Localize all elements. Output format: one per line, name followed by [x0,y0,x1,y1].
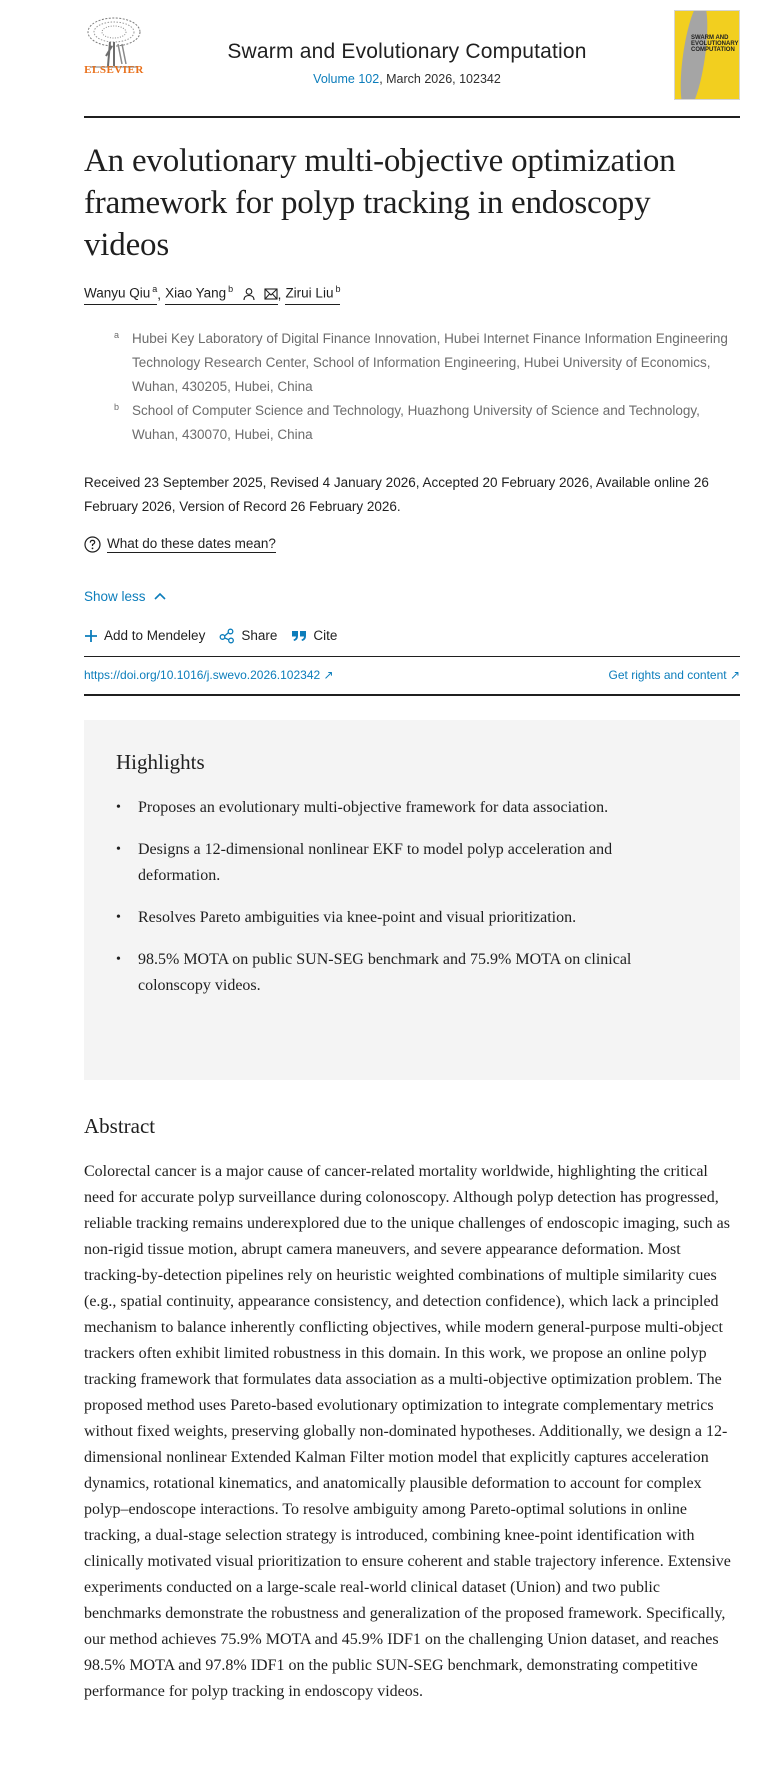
publisher-name: ELSEVIER [84,64,144,76]
show-less-label: Show less [84,588,146,604]
share-label: Share [241,628,278,644]
plus-icon [84,629,98,643]
rights-text: Get rights and content [608,668,727,683]
highlights-section [84,720,740,1080]
highlight-item: • Designs a 12-dimensional nonlinear EKF to model polyp acceleration and deformation. [116,837,636,889]
help-circle-icon [84,536,101,553]
author-separator: , [277,286,282,302]
abstract-section [84,1114,740,1705]
dates-help-link[interactable]: What do these dates mean? [107,535,276,551]
author-link[interactable] [84,284,157,305]
affiliation-marker: b [335,284,341,295]
share-icon [219,628,235,644]
author-link[interactable] [285,284,340,305]
author-list [84,284,740,305]
mendeley-label: Add to Mendeley [104,628,206,644]
highlight-item: • 98.5% MOTA on public SUN-SEG benchmark and 75.9% MOTA on clinical colonscopy videos. [116,947,636,999]
author-name: Wanyu Qiu [84,285,151,301]
cover-title: SWARM AND EVOLUTIONARY COMPUTATION [691,35,739,53]
journal-title[interactable]: Swarm and Evolutionary Computation [227,40,587,63]
publication-dates: Received 23 September 2025, Revised 4 January 2026, Accepted 20 February 2026, Available online 26 February 2026, Version of Record 26 February 2026. [84,474,709,514]
issue-details: , March 2026, 102342 [379,72,501,86]
volume-link[interactable]: Volume 102 [313,72,380,86]
affiliation-text: Hubei Key Laboratory of Digital Finance Innovation, Hubei Internet Finance Information Engineering Technology Research Center, School of Information Engineering, Hubei University of Economics, Wuhan, 430205, Hubei, China [132,330,728,394]
masthead [84,0,740,118]
cover-stripe [675,10,712,100]
doi-link[interactable] [84,668,334,682]
author-separator: , [157,286,162,302]
cite-button[interactable] [291,628,337,643]
journal-cover-image[interactable] [674,10,740,100]
article-title: An evolutionary multi-objective optimization framework for polyp tracking in endoscopy videos [84,143,676,263]
article-page [84,0,740,1705]
article-actions [84,624,740,648]
affiliation-label: b [114,401,120,412]
journal-issue [154,72,660,86]
external-link-icon: ↗ [729,668,740,683]
abstract-text: Colorectal cancer is a major cause of cancer-related mortality worldwide, highlighting the critical need for accurate polyp surveillance during colonoscopy. Although polyp detection has progressed, reliable tracking remains underexplored due to the unique challenges of endoscopic imaging, such as non-rigid tissue motion, abrupt camera maneuvers, and severe appearance deformation. Most tracking-by-detection pipelines rely on heuristic weighted combinations of multiple similarity cues (e.g., spatial continuity, appearance consistency, and detection confidence), which lack a principled mechanism to balance inherently conflicting objectives, while modern general-purpose multi-object trackers often exhibit limited robustness in this domain. In this work, we propose an online polyp tracking framework that formulates data association as a multi-objective optimization problem. The proposed method uses Pareto-based evolutionary optimization to integrate complementary metrics without fixed weights, preserving globally non-dominated hypotheses. Additionally, we design a 12-dimensional nonlinear Extended Kalman Filter motion model that explicitly captures acceleration dynamics, rotational kinematics, and anatomically plausible deformation to account for complex polyp–endoscope interactions. To resolve ambiguity among Pareto-optimal solutions in online tracking, a dual-stage selection strategy is introduced, combining knee-point identification with clinically motivated visual prioritization to ensure coherent and stable trajectory inference. Extensive experiments conducted on a large-scale real-world clinical dataset (Union) and two public benchmarks demonstrate the robustness and generalization of the proposed framework. Specifically, our method achieves 75.9% MOTA and 45.9% IDF1 on the challenging Union dataset, and reaches 98.5% MOTA and 97.8% IDF1 on the public SUN-SEG benchmark, demonstrating competitive performance for polyp tracking in endoscopy videos. [84,1162,731,1700]
affiliation-item [114,327,740,399]
quote-icon [291,629,307,643]
cite-label: Cite [313,628,338,644]
affiliations [84,327,740,447]
journal-block [154,40,660,86]
add-to-mendeley-button[interactable] [84,628,205,643]
share-button[interactable] [219,628,277,644]
dates-help [84,536,740,553]
highlights-title: Highlights [116,749,205,774]
person-icon [242,287,256,301]
mail-icon [264,288,278,300]
affiliation-marker: a [152,284,158,295]
affiliation-label: a [114,329,120,340]
doi-row [84,656,740,696]
author-link[interactable] [165,284,278,305]
author-name: Xiao Yang [165,285,227,301]
highlight-item: • Resolves Pareto ambiguities via knee-point and visual prioritization. [116,905,636,931]
rights-link[interactable] [609,668,740,682]
author-name: Zirui Liu [285,285,334,301]
chevron-up-icon [153,591,167,601]
highlights-list [116,795,708,999]
abstract-title: Abstract [84,1113,156,1138]
external-link-icon: ↗ [323,668,334,683]
highlight-item: • Proposes an evolutionary multi-objective framework for data association. [116,795,636,821]
affiliation-marker: b [228,284,234,294]
show-less-toggle[interactable] [84,589,740,604]
doi-text: https://doi.org/10.1016/j.swevo.2026.102342 [84,668,321,683]
affiliation-text: School of Computer Science and Technology, Huazhong University of Science and Technology, Wuhan, 430070, Hubei, China [132,402,700,442]
affiliation-item [114,399,740,447]
